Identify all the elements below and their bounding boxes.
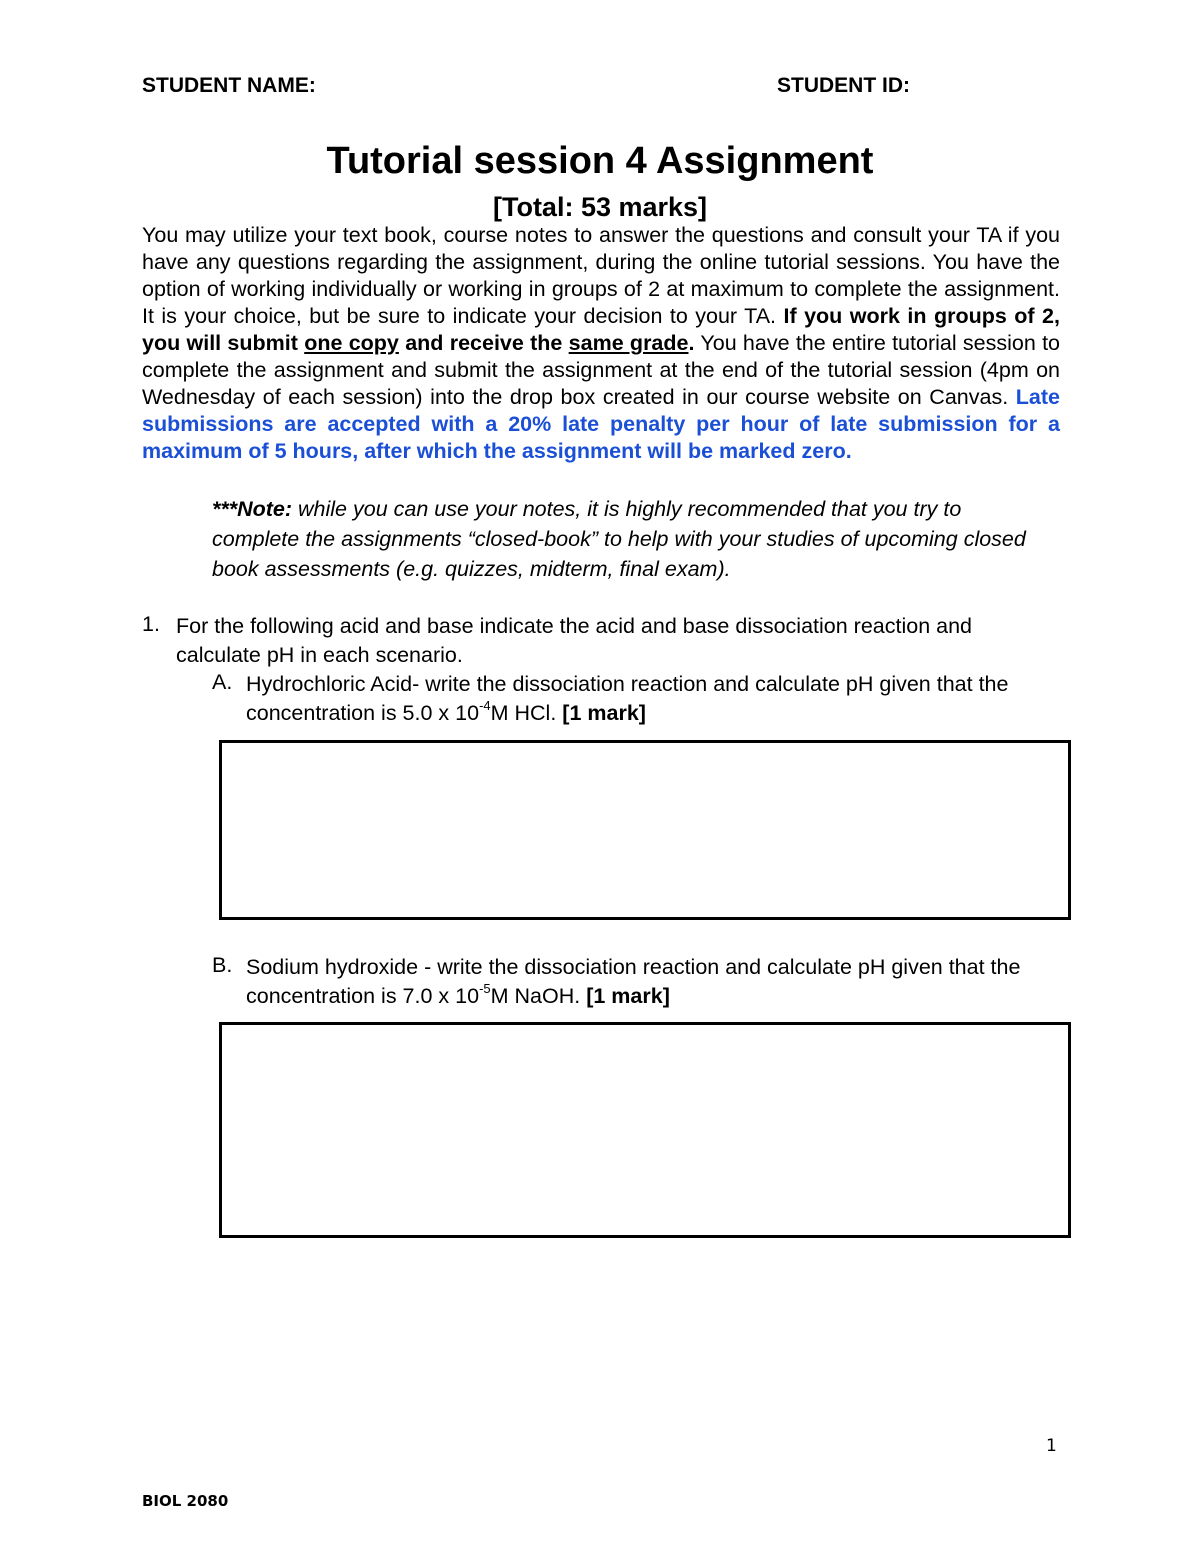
answer-box-1b[interactable] bbox=[219, 1022, 1071, 1238]
same-grade-emphasis: same grade bbox=[568, 331, 689, 355]
answer-box-1a[interactable] bbox=[219, 740, 1071, 920]
question-1-text: For the following acid and base indicate the acid and base dissociation reaction and calculate pH in each scenario. bbox=[176, 614, 973, 667]
question-1b-exponent: -5 bbox=[479, 980, 491, 996]
group-rule-period: . bbox=[688, 331, 695, 355]
group-rule-text: If you work in groups of 2, you will submit bbox=[142, 304, 1060, 355]
question-1a-letter: A. bbox=[212, 670, 233, 694]
total-marks: [Total: 53 marks] bbox=[492, 192, 708, 222]
question-1b-marks: [1 mark] bbox=[586, 984, 670, 1008]
question-1a-marks: [1 mark] bbox=[562, 701, 646, 725]
course-code: BIOL 2080 bbox=[142, 1492, 229, 1510]
question-1b-units: M NaOH. bbox=[490, 984, 587, 1008]
note-text: while you can use your notes, it is highly recommended that you try to complete the assignments “closed-book” to help with your studies of upcoming closed book assessments (e.g. quizzes, midterm, final exam). bbox=[212, 497, 1026, 581]
question-1b-letter: B. bbox=[212, 953, 233, 977]
page-number: 1 bbox=[1046, 1436, 1057, 1456]
note-label: ***Note: bbox=[212, 497, 293, 521]
question-1b-prompt: Sodium hydroxide - write the dissociation reaction and calculate pH given that the concentration is 7.0 x 10 bbox=[246, 955, 1021, 1008]
page-title: Tutorial session 4 Assignment bbox=[326, 140, 874, 182]
submission-text: You have the entire tutorial session to complete the assignment and submit the assignment at the end of the tutorial session (4pm on Wednesday of each session) into the drop box created in our course website on Canvas. bbox=[142, 331, 1061, 409]
student-name-label: STUDENT NAME: bbox=[142, 74, 316, 97]
question-1a-exponent: -4 bbox=[479, 697, 491, 713]
student-id-label: STUDENT ID: bbox=[777, 74, 910, 97]
note-paragraph bbox=[212, 494, 1052, 584]
question-1a-text bbox=[246, 670, 1061, 728]
instructions-text: You may utilize your text book, course notes to answer the questions and consult your TA if you have any questions regarding the assignment, during the online tutorial sessions. You have the option of working individually or working in groups of 2 at maximum to complete the assignment. It is your choice, but be sure to indicate your decision to your TA. bbox=[142, 223, 1060, 328]
question-1a-prompt: Hydrochloric Acid- write the dissociation reaction and calculate pH given that the concentration is 5.0 x 10 bbox=[246, 672, 1009, 725]
instructions-paragraph bbox=[142, 222, 1060, 465]
late-policy-text: Late submissions are accepted with a 20% late penalty per hour of late submission for a maximum of 5 hours, after which the assignment will be marked zero. bbox=[142, 385, 1060, 463]
question-1-number: 1. bbox=[142, 612, 160, 636]
group-rule-text-2: and receive the bbox=[398, 331, 569, 355]
question-1a-units: M HCl. bbox=[490, 701, 563, 725]
question-1b-text bbox=[246, 953, 1061, 1011]
one-copy-emphasis: one copy bbox=[304, 331, 399, 355]
